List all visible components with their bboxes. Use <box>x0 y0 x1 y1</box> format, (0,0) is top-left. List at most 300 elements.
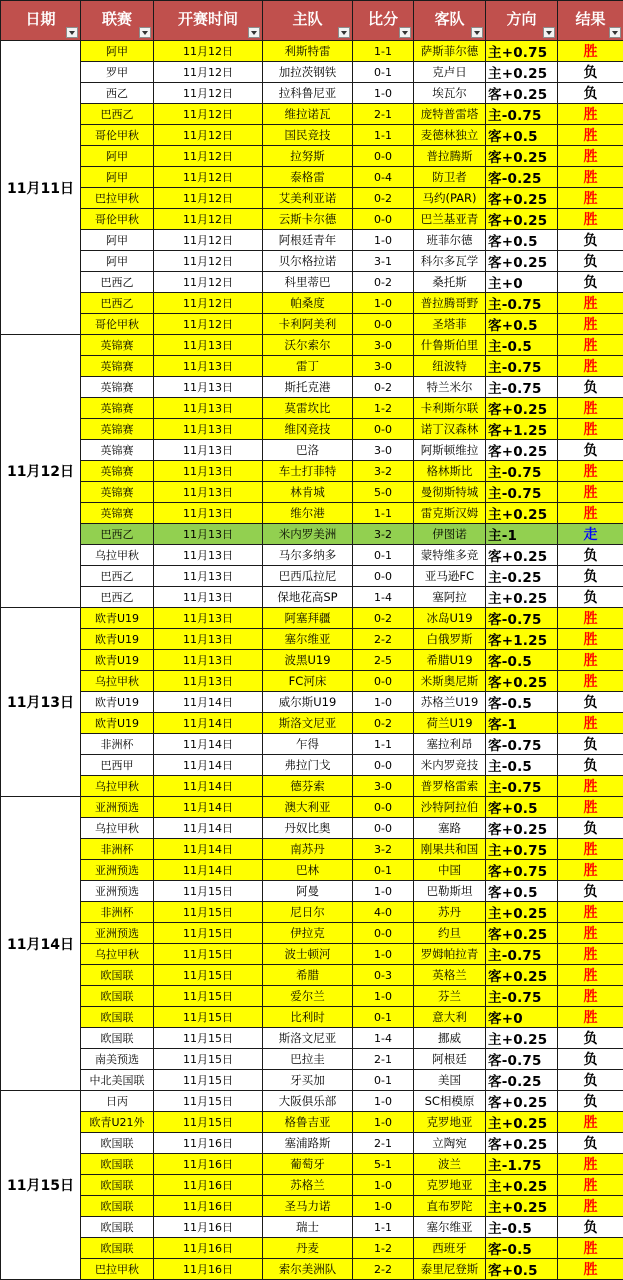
handicap-direction-cell: 客+0.5 <box>486 797 558 818</box>
score-cell: 0-0 <box>353 797 414 818</box>
result-cell: 胜 <box>558 776 623 797</box>
league-cell: 欧国联 <box>81 1154 154 1175</box>
home-team-cell: 格鲁吉亚 <box>263 1112 353 1133</box>
home-team-cell: 阿塞拜疆 <box>263 608 353 629</box>
handicap-direction-cell: 主-0.75 <box>486 986 558 1007</box>
score-cell: 3-0 <box>353 776 414 797</box>
result-cell: 胜 <box>558 293 623 314</box>
handicap-direction-cell: 主+0 <box>486 272 558 293</box>
away-team-cell: 泰里尼登斯 <box>414 1259 486 1280</box>
away-team-cell: 班菲尔德 <box>414 230 486 251</box>
result-cell: 胜 <box>558 188 623 209</box>
score-cell: 1-1 <box>353 503 414 524</box>
header-kickoff <box>154 1 263 41</box>
kickoff-cell: 11月12日 <box>154 167 263 188</box>
score-cell: 1-2 <box>353 398 414 419</box>
result-cell: 负 <box>558 881 623 902</box>
kickoff-cell: 11月13日 <box>154 503 263 524</box>
home-team-cell: 利斯特雷 <box>263 41 353 62</box>
result-cell: 胜 <box>558 944 623 965</box>
home-team-cell: 莫雷坎比 <box>263 398 353 419</box>
home-team-cell: 拉努斯 <box>263 146 353 167</box>
home-team-cell: 马尔多纳多 <box>263 545 353 566</box>
home-team-cell: 丹麦 <box>263 1238 353 1259</box>
header-away <box>414 1 486 41</box>
kickoff-cell: 11月14日 <box>154 860 263 881</box>
result-cell: 负 <box>558 1028 623 1049</box>
header-direction <box>486 1 558 41</box>
home-team-cell: 拉科鲁尼亚 <box>263 83 353 104</box>
header-home <box>263 1 353 41</box>
result-cell: 负 <box>558 62 623 83</box>
filter-dropdown-icon[interactable] <box>338 27 350 38</box>
score-cell: 5-1 <box>353 1154 414 1175</box>
match-row <box>1 293 623 314</box>
league-cell: 英锦赛 <box>81 440 154 461</box>
header-label: 结果 <box>575 10 605 28</box>
away-team-cell: 巴兰基亚青 <box>414 209 486 230</box>
kickoff-cell: 11月12日 <box>154 314 263 335</box>
result-cell: 胜 <box>558 335 623 356</box>
handicap-direction-cell: 主-0.75 <box>486 482 558 503</box>
score-cell: 1-0 <box>353 986 414 1007</box>
handicap-direction-cell: 主-0.5 <box>486 755 558 776</box>
handicap-direction-cell: 客+0.25 <box>486 398 558 419</box>
handicap-direction-cell: 主-1.75 <box>486 1154 558 1175</box>
score-cell: 0-1 <box>353 1070 414 1091</box>
away-team-cell: 巴勒斯坦 <box>414 881 486 902</box>
match-row <box>1 566 623 587</box>
kickoff-cell: 11月12日 <box>154 272 263 293</box>
result-cell: 胜 <box>558 629 623 650</box>
kickoff-cell: 11月15日 <box>154 986 263 1007</box>
away-team-cell: 塞路 <box>414 818 486 839</box>
kickoff-cell: 11月16日 <box>154 1217 263 1238</box>
home-team-cell: 帕桑度 <box>263 293 353 314</box>
score-cell: 2-2 <box>353 629 414 650</box>
away-team-cell: 荷兰U19 <box>414 713 486 734</box>
kickoff-cell: 11月12日 <box>154 293 263 314</box>
result-cell: 胜 <box>558 1175 623 1196</box>
score-cell: 0-0 <box>353 566 414 587</box>
score-cell: 2-2 <box>353 1259 414 1280</box>
handicap-direction-cell: 客+0.25 <box>486 965 558 986</box>
away-team-cell: 阿斯顿维拉 <box>414 440 486 461</box>
result-cell: 负 <box>558 1091 623 1112</box>
league-cell: 非洲杯 <box>81 734 154 755</box>
league-cell: 英锦赛 <box>81 461 154 482</box>
result-cell: 负 <box>558 272 623 293</box>
kickoff-cell: 11月15日 <box>154 1070 263 1091</box>
away-team-cell: 塞拉利昂 <box>414 734 486 755</box>
filter-dropdown-icon[interactable] <box>471 27 483 38</box>
kickoff-cell: 11月15日 <box>154 965 263 986</box>
header-label: 日期 <box>25 10 55 28</box>
handicap-direction-cell: 客-0.25 <box>486 167 558 188</box>
handicap-direction-cell: 客-0.5 <box>486 1238 558 1259</box>
kickoff-cell: 11月12日 <box>154 251 263 272</box>
handicap-direction-cell: 客+0.25 <box>486 1133 558 1154</box>
league-cell: 欧国联 <box>81 1238 154 1259</box>
kickoff-cell: 11月15日 <box>154 1049 263 1070</box>
away-team-cell: 格林斯比 <box>414 461 486 482</box>
league-cell: 阿甲 <box>81 230 154 251</box>
table-header <box>1 1 623 41</box>
away-team-cell: 苏格兰U19 <box>414 692 486 713</box>
match-row <box>1 692 623 713</box>
match-row <box>1 1259 623 1280</box>
home-team-cell: 科里蒂巴 <box>263 272 353 293</box>
home-team-cell: 波黑U19 <box>263 650 353 671</box>
filter-dropdown-icon[interactable] <box>248 27 260 38</box>
match-row <box>1 188 623 209</box>
home-team-cell: 阿根廷青年 <box>263 230 353 251</box>
league-cell: 非洲杯 <box>81 902 154 923</box>
header-score <box>353 1 414 41</box>
league-cell: 哥伦甲秋 <box>81 125 154 146</box>
result-cell: 胜 <box>558 1259 623 1280</box>
kickoff-cell: 11月13日 <box>154 398 263 419</box>
league-cell: 英锦赛 <box>81 398 154 419</box>
away-team-cell: 诺丁汉森林 <box>414 419 486 440</box>
away-team-cell: 普拉腾斯 <box>414 146 486 167</box>
league-cell: 巴拉甲秋 <box>81 188 154 209</box>
kickoff-cell: 11月16日 <box>154 1196 263 1217</box>
league-cell: 欧青U19 <box>81 629 154 650</box>
league-cell: 英锦赛 <box>81 503 154 524</box>
result-cell: 胜 <box>558 461 623 482</box>
handicap-direction-cell: 客+0.25 <box>486 83 558 104</box>
kickoff-cell: 11月13日 <box>154 440 263 461</box>
away-team-cell: 马约(PAR) <box>414 188 486 209</box>
match-row <box>1 587 623 608</box>
date-cell: 11月12日 <box>1 335 81 608</box>
handicap-direction-cell: 主+0.25 <box>486 62 558 83</box>
kickoff-cell: 11月16日 <box>154 1175 263 1196</box>
away-team-cell: 约旦 <box>414 923 486 944</box>
home-team-cell: 德芬索 <box>263 776 353 797</box>
kickoff-cell: 11月12日 <box>154 125 263 146</box>
score-cell: 0-2 <box>353 272 414 293</box>
match-row <box>1 608 623 629</box>
league-cell: 欧国联 <box>81 1007 154 1028</box>
kickoff-cell: 11月12日 <box>154 62 263 83</box>
away-team-cell: 米内罗竞技 <box>414 755 486 776</box>
filter-dropdown-icon[interactable] <box>399 27 411 38</box>
result-cell: 胜 <box>558 839 623 860</box>
match-row <box>1 629 623 650</box>
away-team-cell: 直布罗陀 <box>414 1196 486 1217</box>
match-row <box>1 986 623 1007</box>
result-cell: 胜 <box>558 797 623 818</box>
away-team-cell: 阿根廷 <box>414 1049 486 1070</box>
kickoff-cell: 11月14日 <box>154 818 263 839</box>
handicap-direction-cell: 主-0.5 <box>486 1217 558 1238</box>
score-cell: 5-0 <box>353 482 414 503</box>
away-team-cell: 意大利 <box>414 1007 486 1028</box>
result-cell: 胜 <box>558 986 623 1007</box>
result-cell: 胜 <box>558 1154 623 1175</box>
kickoff-cell: 11月13日 <box>154 461 263 482</box>
away-team-cell: 庞特普雷塔 <box>414 104 486 125</box>
league-cell: 乌拉甲秋 <box>81 545 154 566</box>
score-cell: 1-0 <box>353 692 414 713</box>
score-cell: 1-0 <box>353 83 414 104</box>
match-row <box>1 146 623 167</box>
match-row <box>1 944 623 965</box>
handicap-direction-cell: 客+1.25 <box>486 419 558 440</box>
result-cell: 负 <box>558 818 623 839</box>
home-team-cell: 南苏丹 <box>263 839 353 860</box>
match-row <box>1 1238 623 1259</box>
score-cell: 0-2 <box>353 608 414 629</box>
home-team-cell: 丹奴比奥 <box>263 818 353 839</box>
header-league <box>81 1 154 41</box>
league-cell: 欧青U19 <box>81 650 154 671</box>
kickoff-cell: 11月13日 <box>154 608 263 629</box>
handicap-direction-cell: 主+0.25 <box>486 1196 558 1217</box>
home-team-cell: 塞浦路斯 <box>263 1133 353 1154</box>
score-cell: 1-4 <box>353 587 414 608</box>
match-row <box>1 1091 623 1112</box>
score-cell: 3-0 <box>353 440 414 461</box>
league-cell: 乌拉甲秋 <box>81 818 154 839</box>
handicap-direction-cell: 主+0.25 <box>486 1175 558 1196</box>
handicap-direction-cell: 客+0.25 <box>486 146 558 167</box>
match-row <box>1 839 623 860</box>
handicap-direction-cell: 主-0.75 <box>486 461 558 482</box>
kickoff-cell: 11月12日 <box>154 83 263 104</box>
league-cell: 非洲杯 <box>81 839 154 860</box>
handicap-direction-cell: 客+0.25 <box>486 440 558 461</box>
result-cell: 胜 <box>558 1007 623 1028</box>
kickoff-cell: 11月12日 <box>154 188 263 209</box>
league-cell: 亚洲预选 <box>81 797 154 818</box>
away-team-cell: 中国 <box>414 860 486 881</box>
score-cell: 3-2 <box>353 524 414 545</box>
kickoff-cell: 11月13日 <box>154 650 263 671</box>
away-team-cell: 桑托斯 <box>414 272 486 293</box>
home-team-cell: 斯洛文尼亚 <box>263 713 353 734</box>
kickoff-cell: 11月13日 <box>154 524 263 545</box>
home-team-cell: 瑞士 <box>263 1217 353 1238</box>
handicap-direction-cell: 客+0.75 <box>486 860 558 881</box>
kickoff-cell: 11月13日 <box>154 671 263 692</box>
handicap-direction-cell: 主+0.75 <box>486 41 558 62</box>
away-team-cell: 冰岛U19 <box>414 608 486 629</box>
home-team-cell: 阿曼 <box>263 881 353 902</box>
result-cell: 胜 <box>558 1238 623 1259</box>
filter-dropdown-icon[interactable] <box>609 27 621 38</box>
league-cell: 欧国联 <box>81 1133 154 1154</box>
score-cell: 1-0 <box>353 293 414 314</box>
league-cell: 欧国联 <box>81 1217 154 1238</box>
home-team-cell: 维拉诺瓦 <box>263 104 353 125</box>
match-row <box>1 1112 623 1133</box>
score-cell: 1-0 <box>353 1175 414 1196</box>
home-team-cell: 雷丁 <box>263 356 353 377</box>
handicap-direction-cell: 客+0.25 <box>486 188 558 209</box>
away-team-cell: 塞尔维亚 <box>414 1217 486 1238</box>
filter-dropdown-icon[interactable] <box>66 27 78 38</box>
handicap-direction-cell: 客+0.5 <box>486 230 558 251</box>
match-row <box>1 1070 623 1091</box>
score-cell: 1-0 <box>353 881 414 902</box>
score-cell: 1-4 <box>353 1028 414 1049</box>
league-cell: 乌拉甲秋 <box>81 671 154 692</box>
match-row <box>1 272 623 293</box>
league-cell: 乌拉甲秋 <box>81 944 154 965</box>
handicap-direction-cell: 主-0.75 <box>486 293 558 314</box>
result-cell: 胜 <box>558 902 623 923</box>
home-team-cell: 比利时 <box>263 1007 353 1028</box>
away-team-cell: 挪威 <box>414 1028 486 1049</box>
result-cell: 胜 <box>558 503 623 524</box>
kickoff-cell: 11月13日 <box>154 545 263 566</box>
match-row <box>1 62 623 83</box>
result-cell: 负 <box>558 230 623 251</box>
match-row <box>1 83 623 104</box>
home-team-cell: 米内罗美洲 <box>263 524 353 545</box>
kickoff-cell: 11月14日 <box>154 776 263 797</box>
away-team-cell: 克罗地亚 <box>414 1112 486 1133</box>
away-team-cell: 麦德林独立 <box>414 125 486 146</box>
handicap-direction-cell: 主-0.75 <box>486 356 558 377</box>
away-team-cell: 什鲁斯伯里 <box>414 335 486 356</box>
away-team-cell: 苏丹 <box>414 902 486 923</box>
away-team-cell: 特兰米尔 <box>414 377 486 398</box>
score-cell: 3-2 <box>353 461 414 482</box>
away-team-cell: 普拉腾哥野 <box>414 293 486 314</box>
result-cell: 负 <box>558 1049 623 1070</box>
match-row <box>1 1028 623 1049</box>
away-team-cell: 白俄罗斯 <box>414 629 486 650</box>
home-team-cell: 维冈竞技 <box>263 419 353 440</box>
match-row <box>1 776 623 797</box>
away-team-cell: 卡利斯尔联 <box>414 398 486 419</box>
handicap-direction-cell: 主-0.75 <box>486 377 558 398</box>
kickoff-cell: 11月15日 <box>154 902 263 923</box>
kickoff-cell: 11月13日 <box>154 335 263 356</box>
header-label: 客队 <box>434 10 464 28</box>
result-cell: 负 <box>558 251 623 272</box>
handicap-direction-cell: 客-0.25 <box>486 1070 558 1091</box>
away-team-cell: 萨斯菲尔德 <box>414 41 486 62</box>
header-label: 比分 <box>368 10 398 28</box>
away-team-cell: 塞阿拉 <box>414 587 486 608</box>
result-cell: 胜 <box>558 41 623 62</box>
kickoff-cell: 11月15日 <box>154 1007 263 1028</box>
league-cell: 欧国联 <box>81 1175 154 1196</box>
result-cell: 胜 <box>558 125 623 146</box>
score-cell: 0-2 <box>353 188 414 209</box>
result-cell: 负 <box>558 692 623 713</box>
match-row <box>1 314 623 335</box>
home-team-cell: 苏格兰 <box>263 1175 353 1196</box>
score-cell: 1-0 <box>353 1091 414 1112</box>
handicap-direction-cell: 客-1 <box>486 713 558 734</box>
league-cell: 阿甲 <box>81 41 154 62</box>
score-cell: 1-0 <box>353 1196 414 1217</box>
handicap-direction-cell: 客-0.75 <box>486 1049 558 1070</box>
away-team-cell: 防卫者 <box>414 167 486 188</box>
league-cell: 亚洲预选 <box>81 881 154 902</box>
league-cell: 巴西乙 <box>81 587 154 608</box>
away-team-cell: 雷克斯汉姆 <box>414 503 486 524</box>
score-cell: 3-1 <box>353 251 414 272</box>
home-team-cell: 泰格雷 <box>263 167 353 188</box>
away-team-cell: 美国 <box>414 1070 486 1091</box>
kickoff-cell: 11月16日 <box>154 1133 263 1154</box>
score-cell: 2-1 <box>353 1049 414 1070</box>
home-team-cell: 艾美利亚诺 <box>263 188 353 209</box>
home-team-cell: 弗拉门戈 <box>263 755 353 776</box>
away-team-cell: 波兰 <box>414 1154 486 1175</box>
away-team-cell: 科尔多瓦学 <box>414 251 486 272</box>
league-cell: 巴西乙 <box>81 104 154 125</box>
result-cell: 胜 <box>558 650 623 671</box>
home-team-cell: 加拉茨钢铁 <box>263 62 353 83</box>
filter-dropdown-icon[interactable] <box>543 27 555 38</box>
score-cell: 0-1 <box>353 860 414 881</box>
result-cell: 胜 <box>558 1196 623 1217</box>
match-row <box>1 1175 623 1196</box>
filter-dropdown-icon[interactable] <box>139 27 151 38</box>
handicap-direction-cell: 主-0.75 <box>486 776 558 797</box>
league-cell: 英锦赛 <box>81 335 154 356</box>
away-team-cell: 曼彻斯特城 <box>414 482 486 503</box>
kickoff-cell: 11月15日 <box>154 881 263 902</box>
home-team-cell: 圣马力诺 <box>263 1196 353 1217</box>
score-cell: 1-1 <box>353 1217 414 1238</box>
kickoff-cell: 11月15日 <box>154 944 263 965</box>
league-cell: 欧国联 <box>81 1196 154 1217</box>
league-cell: 乌拉甲秋 <box>81 776 154 797</box>
match-row <box>1 1217 623 1238</box>
away-team-cell: 立陶宛 <box>414 1133 486 1154</box>
away-team-cell: 希腊U19 <box>414 650 486 671</box>
match-row <box>1 881 623 902</box>
score-cell: 1-1 <box>353 41 414 62</box>
league-cell: 南美预选 <box>81 1049 154 1070</box>
handicap-direction-cell: 主+0.25 <box>486 1112 558 1133</box>
score-cell: 1-1 <box>353 125 414 146</box>
score-cell: 3-0 <box>353 335 414 356</box>
kickoff-cell: 11月15日 <box>154 923 263 944</box>
result-cell: 胜 <box>558 923 623 944</box>
league-cell: 英锦赛 <box>81 419 154 440</box>
kickoff-cell: 11月12日 <box>154 146 263 167</box>
kickoff-cell: 11月13日 <box>154 566 263 587</box>
match-row <box>1 671 623 692</box>
league-cell: 哥伦甲秋 <box>81 314 154 335</box>
home-team-cell: 巴拉圭 <box>263 1049 353 1070</box>
score-cell: 0-0 <box>353 209 414 230</box>
home-team-cell: 大阪俱乐部 <box>263 1091 353 1112</box>
handicap-direction-cell: 客+0.25 <box>486 251 558 272</box>
match-row <box>1 545 623 566</box>
league-cell: 欧国联 <box>81 986 154 1007</box>
handicap-direction-cell: 客+0.25 <box>486 1091 558 1112</box>
kickoff-cell: 11月16日 <box>154 1238 263 1259</box>
date-cell: 11月13日 <box>1 608 81 797</box>
home-team-cell: 巴洛 <box>263 440 353 461</box>
handicap-direction-cell: 客+0.5 <box>486 881 558 902</box>
handicap-direction-cell: 主-0.25 <box>486 566 558 587</box>
league-cell: 欧国联 <box>81 965 154 986</box>
match-row <box>1 125 623 146</box>
result-cell: 胜 <box>558 146 623 167</box>
